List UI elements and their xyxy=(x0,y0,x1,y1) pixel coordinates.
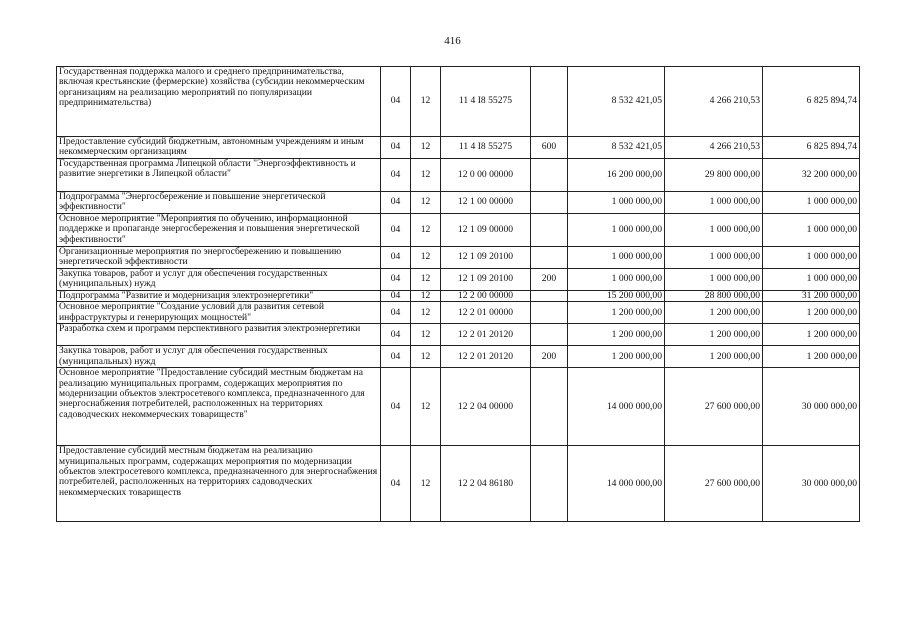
row-name: Основное мероприятие "Мероприятия по обучению, информационной поддержке и пропаганде энергосбережения и повышения энергетической эффективности" xyxy=(57,214,381,247)
row-amount-year2: 1 000 000,00 xyxy=(665,214,763,247)
row-subsection: 12 xyxy=(411,214,441,247)
row-amount-year1: 14 000 000,00 xyxy=(568,446,665,522)
row-subsection: 12 xyxy=(411,368,441,446)
row-target-code: 12 2 04 86180 xyxy=(441,446,531,522)
row-section: 04 xyxy=(381,159,411,192)
row-amount-year3: 1 000 000,00 xyxy=(763,247,860,269)
row-amount-year3: 1 000 000,00 xyxy=(763,192,860,214)
row-amount-year2: 1 000 000,00 xyxy=(665,247,763,269)
table-row xyxy=(57,192,860,214)
row-subsection: 12 xyxy=(411,324,441,346)
row-target-code: 12 2 01 20120 xyxy=(441,324,531,346)
row-target-code: 12 1 09 20100 xyxy=(441,247,531,269)
row-expense-type: 600 xyxy=(531,137,568,159)
row-amount-year1: 1 000 000,00 xyxy=(568,247,665,269)
row-name: Подпрограмма "Развитие и модернизация электроэнергетики" xyxy=(57,291,381,302)
row-name: Организационные мероприятия по энергосбережению и повышению энергетической эффективности xyxy=(57,247,381,269)
row-amount-year3: 31 200 000,00 xyxy=(763,291,860,302)
row-expense-type: 200 xyxy=(531,269,568,291)
row-amount-year2: 1 000 000,00 xyxy=(665,192,763,214)
row-target-code: 12 2 01 20120 xyxy=(441,346,531,368)
row-amount-year3: 1 200 000,00 xyxy=(763,324,860,346)
row-target-code: 12 2 00 00000 xyxy=(441,291,531,302)
row-amount-year2: 27 600 000,00 xyxy=(665,368,763,446)
row-subsection: 12 xyxy=(411,291,441,302)
table-row xyxy=(57,446,860,522)
table-row xyxy=(57,159,860,192)
row-name: Подпрограмма "Энергосбережение и повышение энергетической эффективности" xyxy=(57,192,381,214)
row-name: Государственная программа Липецкой области "Энергоэффективность и развитие энергетики в Липецкой области" xyxy=(57,159,381,192)
row-name: Закупка товаров, работ и услуг для обеспечения государственных (муниципальных) нужд xyxy=(57,269,381,291)
row-amount-year3: 6 825 894,74 xyxy=(763,137,860,159)
row-amount-year2: 1 000 000,00 xyxy=(665,269,763,291)
row-section: 04 xyxy=(381,324,411,346)
table-row xyxy=(57,346,860,368)
row-target-code: 12 1 00 00000 xyxy=(441,192,531,214)
row-amount-year1: 14 000 000,00 xyxy=(568,368,665,446)
table-row xyxy=(57,269,860,291)
row-amount-year3: 30 000 000,00 xyxy=(763,446,860,522)
row-amount-year3: 6 825 894,74 xyxy=(763,67,860,137)
row-section: 04 xyxy=(381,137,411,159)
row-amount-year3: 32 200 000,00 xyxy=(763,159,860,192)
row-section: 04 xyxy=(381,192,411,214)
row-subsection: 12 xyxy=(411,247,441,269)
table-row xyxy=(57,137,860,159)
row-name: Государственная поддержка малого и среднего предпринимательства, включая крестьянские (фермерские) хозяйства (субсидии некоммерческим организациям на реализацию мероприятий по популяризации предпринимательства) xyxy=(57,67,381,137)
row-amount-year2: 1 200 000,00 xyxy=(665,324,763,346)
row-target-code: 11 4 I8 55275 xyxy=(441,137,531,159)
row-subsection: 12 xyxy=(411,269,441,291)
row-amount-year2: 4 266 210,53 xyxy=(665,137,763,159)
row-target-code: 12 2 04 00000 xyxy=(441,368,531,446)
row-amount-year2: 4 266 210,53 xyxy=(665,67,763,137)
table-row xyxy=(57,247,860,269)
row-expense-type xyxy=(531,446,568,522)
row-section: 04 xyxy=(381,446,411,522)
row-expense-type xyxy=(531,324,568,346)
row-amount-year1: 1 000 000,00 xyxy=(568,269,665,291)
row-section: 04 xyxy=(381,302,411,324)
row-amount-year2: 29 800 000,00 xyxy=(665,159,763,192)
table-row xyxy=(57,324,860,346)
table-row xyxy=(57,291,860,302)
row-section: 04 xyxy=(381,67,411,137)
row-amount-year1: 8 532 421,05 xyxy=(568,67,665,137)
row-expense-type xyxy=(531,192,568,214)
row-target-code: 12 2 01 00000 xyxy=(441,302,531,324)
row-amount-year1: 1 000 000,00 xyxy=(568,214,665,247)
row-name: Разработка схем и программ перспективного развития электроэнергетики xyxy=(57,324,381,346)
row-amount-year3: 1 200 000,00 xyxy=(763,346,860,368)
row-expense-type: 200 xyxy=(531,346,568,368)
row-amount-year1: 16 200 000,00 xyxy=(568,159,665,192)
row-expense-type xyxy=(531,247,568,269)
row-section: 04 xyxy=(381,368,411,446)
row-name: Основное мероприятие "Создание условий для развития сетевой инфраструктуры и генерирующих мощностей" xyxy=(57,302,381,324)
budget-table xyxy=(56,66,860,522)
row-expense-type xyxy=(531,159,568,192)
row-expense-type xyxy=(531,214,568,247)
table-row xyxy=(57,67,860,137)
row-amount-year1: 8 532 421,05 xyxy=(568,137,665,159)
row-section: 04 xyxy=(381,247,411,269)
row-name: Основное мероприятие "Предоставление субсидий местным бюджетам на реализацию муниципальных программ, содержащих мероприятия по модернизации объектов электросетевого комплекса, предназначенного для энергоснабжения потребителей, расположенных на территориях садоводческих некоммерческих товариществ" xyxy=(57,368,381,446)
row-amount-year2: 28 800 000,00 xyxy=(665,291,763,302)
row-subsection: 12 xyxy=(411,302,441,324)
row-amount-year3: 30 000 000,00 xyxy=(763,368,860,446)
row-name: Предоставление субсидий местным бюджетам на реализацию муниципальных программ, содержащих мероприятия по модернизации объектов электросетевого комплекса, предназначенного для энергоснабжения потребителей, расположенных на территориях садоводческих некоммерческих товариществ xyxy=(57,446,381,522)
row-amount-year2: 1 200 000,00 xyxy=(665,302,763,324)
row-amount-year1: 15 200 000,00 xyxy=(568,291,665,302)
row-subsection: 12 xyxy=(411,67,441,137)
row-subsection: 12 xyxy=(411,446,441,522)
row-name: Закупка товаров, работ и услуг для обеспечения государственных (муниципальных) нужд xyxy=(57,346,381,368)
page-number: 416 xyxy=(444,35,461,47)
row-subsection: 12 xyxy=(411,346,441,368)
row-amount-year3: 1 000 000,00 xyxy=(763,214,860,247)
row-section: 04 xyxy=(381,346,411,368)
row-expense-type xyxy=(531,67,568,137)
row-subsection: 12 xyxy=(411,137,441,159)
table-row xyxy=(57,368,860,446)
row-section: 04 xyxy=(381,269,411,291)
row-amount-year1: 1 200 000,00 xyxy=(568,346,665,368)
row-amount-year1: 1 000 000,00 xyxy=(568,192,665,214)
row-expense-type xyxy=(531,368,568,446)
row-target-code: 11 4 I8 55275 xyxy=(441,67,531,137)
row-name: Предоставление субсидий бюджетным, автономным учреждениям и иным некоммерческим организациям xyxy=(57,137,381,159)
row-amount-year3: 1 200 000,00 xyxy=(763,302,860,324)
row-amount-year3: 1 000 000,00 xyxy=(763,269,860,291)
table-row xyxy=(57,214,860,247)
row-amount-year1: 1 200 000,00 xyxy=(568,324,665,346)
row-section: 04 xyxy=(381,291,411,302)
table-row xyxy=(57,302,860,324)
row-amount-year1: 1 200 000,00 xyxy=(568,302,665,324)
row-target-code: 12 1 09 20100 xyxy=(441,269,531,291)
row-expense-type xyxy=(531,291,568,302)
row-target-code: 12 0 00 00000 xyxy=(441,159,531,192)
row-subsection: 12 xyxy=(411,192,441,214)
row-subsection: 12 xyxy=(411,159,441,192)
row-target-code: 12 1 09 00000 xyxy=(441,214,531,247)
row-expense-type xyxy=(531,302,568,324)
row-section: 04 xyxy=(381,214,411,247)
row-amount-year2: 1 200 000,00 xyxy=(665,346,763,368)
row-amount-year2: 27 600 000,00 xyxy=(665,446,763,522)
